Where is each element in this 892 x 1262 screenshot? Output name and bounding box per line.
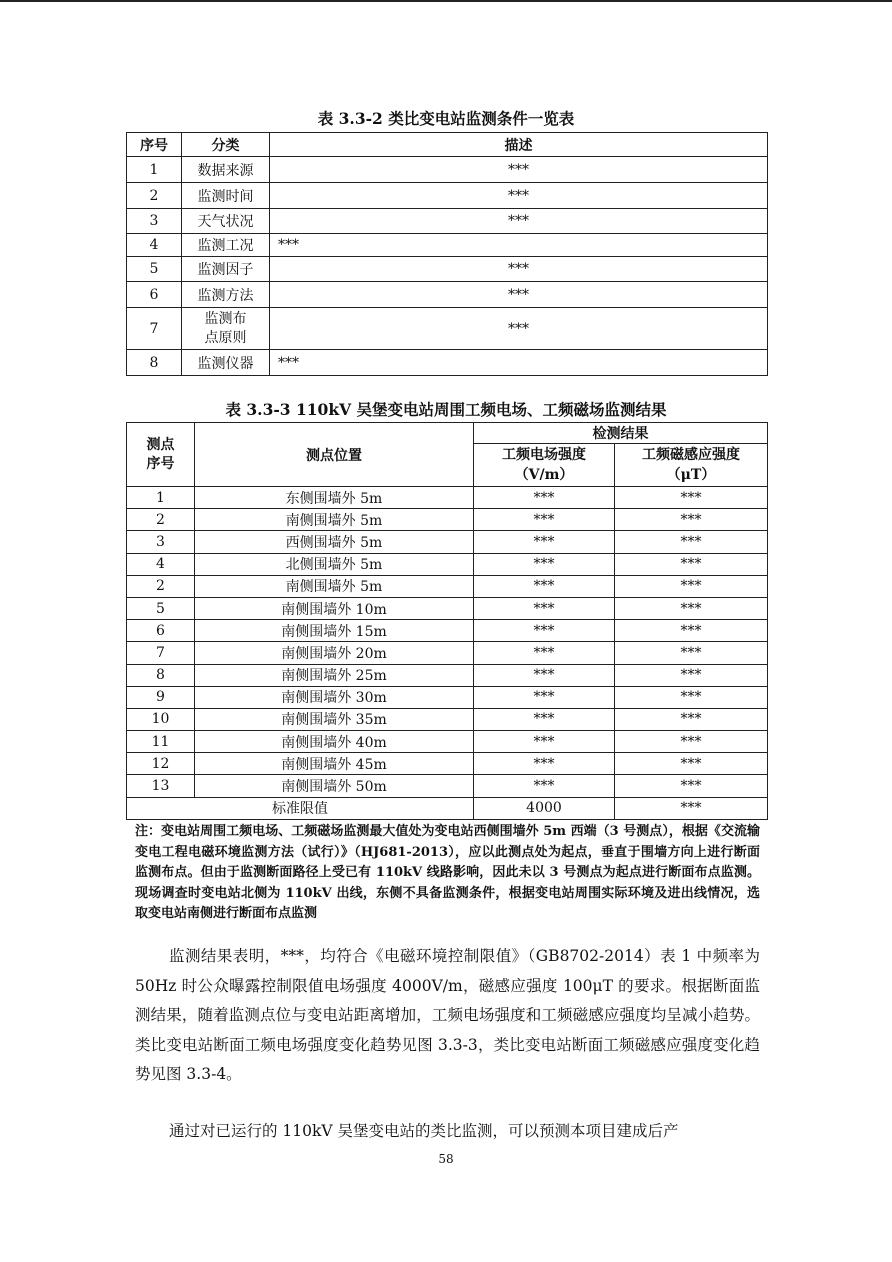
- limit-label: 标准限值: [127, 797, 474, 819]
- row-electric-field: ***: [474, 686, 615, 708]
- magnetic-field-label: 工频磁感应强度: [642, 447, 740, 463]
- table2-header-point-no: 测点序号: [127, 423, 195, 487]
- row-magnetic-field: ***: [615, 686, 768, 708]
- row-location: 南侧围墙外 50m: [195, 775, 474, 797]
- row-category: 数据来源: [182, 157, 270, 183]
- table-row: [127, 308, 768, 350]
- row-category: 监测方法: [182, 282, 270, 308]
- table-row: [127, 708, 768, 730]
- table-row: [127, 620, 768, 642]
- table-row: [127, 157, 768, 183]
- table-row: [127, 642, 768, 664]
- row-electric-field: ***: [474, 708, 615, 730]
- row-point-no: 7: [127, 642, 195, 664]
- row-magnetic-field: ***: [615, 575, 768, 597]
- table-note: 注：变电站周围工频电场、工频磁场监测最大值处为变电站西侧围墙外 5m 西端（3 号测点），根据《交流输变电工程电磁环境监测方法（试行）》（HJ681-2013），应以此测点处为起点，垂直于围墙方向上进行断面监测布点。但由于监测断面路径上受已有 110kV 线路影响，因此未以 3 号测点为起点进行断面布点监测。现场调查时变电站北侧为 110kV 出线，东侧不具备监测条件，根据变电站周围实际环境及进出线情况，选取变电站南侧进行断面布点监测: [135, 824, 760, 921]
- row-location: 南侧围墙外 45m: [195, 753, 474, 775]
- table-row: [127, 553, 768, 575]
- row-location: 南侧围墙外 10m: [195, 597, 474, 619]
- row-magnetic-field: ***: [615, 708, 768, 730]
- row-electric-field: ***: [474, 775, 615, 797]
- row-no: 4: [127, 234, 182, 257]
- row-no: 3: [127, 209, 182, 234]
- table-row: [127, 664, 768, 686]
- table2-header-electric-field: [474, 444, 615, 487]
- row-category: 监测因子: [182, 257, 270, 282]
- row-category: 监测仪器: [182, 350, 270, 376]
- row-point-no: 9: [127, 686, 195, 708]
- table-row: [127, 257, 768, 282]
- table-row: [127, 209, 768, 234]
- electric-field-unit: （V/m）: [514, 467, 574, 483]
- row-no: 5: [127, 257, 182, 282]
- row-category: 监测时间: [182, 183, 270, 209]
- row-point-no: 10: [127, 708, 195, 730]
- table-row: [127, 183, 768, 209]
- table-row: [127, 731, 768, 753]
- row-description: ***: [270, 209, 768, 234]
- row-magnetic-field: ***: [615, 753, 768, 775]
- row-point-no: 5: [127, 597, 195, 619]
- row-point-no: 2: [127, 509, 195, 531]
- row-electric-field: ***: [474, 509, 615, 531]
- row-point-no: 12: [127, 753, 195, 775]
- table1-caption: 表 3.3-2 类比变电站监测条件一览表: [317, 109, 575, 128]
- table-row: [127, 350, 768, 376]
- table2-header-result: 检测结果: [474, 423, 768, 444]
- row-magnetic-field: ***: [615, 553, 768, 575]
- table1-header-description: 描述: [270, 133, 768, 157]
- row-no: 2: [127, 183, 182, 209]
- table2-caption: 表 3.3-3 110kV 吴堡变电站周围工频电场、工频磁场监测结果: [225, 400, 667, 419]
- row-electric-field: ***: [474, 553, 615, 575]
- row-magnetic-field: ***: [615, 487, 768, 509]
- table2-header-magnetic-field: [615, 444, 768, 487]
- row-magnetic-field: ***: [615, 731, 768, 753]
- paragraph-monitoring-results: 监测结果表明，***，均符合《电磁环境控制限值》（GB8702-2014）表 1 中频率为 50Hz 时公众曝露控制限值电场强度 4000V/m，磁感应强度 100μT 的要求。根据断面监测结果，随着监测点位与变电站距离增加，工频电场强度和工频磁感应强度均呈减小趋势。类比变电站断面工频电场强度变化趋势见图 3.3-3，类比变电站断面工频磁感应强度变化趋势见图 3.3-4。: [135, 947, 760, 1084]
- table-row: [127, 686, 768, 708]
- row-magnetic-field: ***: [615, 597, 768, 619]
- row-electric-field: ***: [474, 642, 615, 664]
- limit-row: [127, 797, 768, 819]
- row-category: 天气状况: [182, 209, 270, 234]
- emf-results-table: [126, 422, 768, 820]
- row-description: ***: [270, 282, 768, 308]
- table2-header-row: [127, 423, 768, 444]
- row-no: 6: [127, 282, 182, 308]
- limit-magnetic-field: ***: [615, 797, 768, 819]
- electric-field-label: 工频电场强度: [502, 447, 586, 463]
- row-location: 南侧围墙外 15m: [195, 620, 474, 642]
- row-point-no: 8: [127, 664, 195, 686]
- row-electric-field: ***: [474, 620, 615, 642]
- row-location: 南侧围墙外 5m: [195, 575, 474, 597]
- row-electric-field: ***: [474, 731, 615, 753]
- table-row: [127, 775, 768, 797]
- row-category: 监测工况: [182, 234, 270, 257]
- monitoring-conditions-table: [126, 132, 768, 376]
- row-description: ***: [270, 350, 768, 376]
- row-magnetic-field: ***: [615, 620, 768, 642]
- row-point-no: 2: [127, 575, 195, 597]
- row-no: 7: [127, 308, 182, 350]
- row-location: 南侧围墙外 25m: [195, 664, 474, 686]
- row-point-no: 11: [127, 731, 195, 753]
- row-description: ***: [270, 234, 768, 257]
- row-electric-field: ***: [474, 531, 615, 553]
- row-electric-field: ***: [474, 597, 615, 619]
- row-magnetic-field: ***: [615, 531, 768, 553]
- row-location: 北侧围墙外 5m: [195, 553, 474, 575]
- table-row: [127, 597, 768, 619]
- row-point-no: 4: [127, 553, 195, 575]
- row-description: ***: [270, 308, 768, 350]
- row-category: 监测布点原则: [182, 308, 270, 350]
- table1-header-category: 分类: [182, 133, 270, 157]
- table2-header-location: 测点位置: [195, 423, 474, 487]
- row-description: ***: [270, 157, 768, 183]
- table-row: [127, 531, 768, 553]
- paragraph-analogy-prediction: 通过对已运行的 110kV 吴堡变电站的类比监测，可以预测本项目建成后产: [169, 1122, 679, 1140]
- table-row: [127, 509, 768, 531]
- top-border-line: [0, 0, 892, 2]
- row-location: 南侧围墙外 30m: [195, 686, 474, 708]
- table-row: [127, 282, 768, 308]
- table-row: [127, 234, 768, 257]
- table2-body: [127, 487, 768, 798]
- row-point-no: 13: [127, 775, 195, 797]
- row-location: 西侧围墙外 5m: [195, 531, 474, 553]
- row-location: 南侧围墙外 40m: [195, 731, 474, 753]
- row-point-no: 3: [127, 531, 195, 553]
- table-row: [127, 575, 768, 597]
- table1-header-row: [127, 133, 768, 157]
- table-row: [127, 487, 768, 509]
- row-location: 南侧围墙外 5m: [195, 509, 474, 531]
- row-point-no: 6: [127, 620, 195, 642]
- row-description: ***: [270, 257, 768, 282]
- row-electric-field: ***: [474, 575, 615, 597]
- row-magnetic-field: ***: [615, 642, 768, 664]
- limit-electric-field: 4000: [474, 797, 615, 819]
- row-location: 南侧围墙外 35m: [195, 708, 474, 730]
- row-magnetic-field: ***: [615, 775, 768, 797]
- row-electric-field: ***: [474, 753, 615, 775]
- row-location: 东侧围墙外 5m: [195, 487, 474, 509]
- magnetic-field-unit: （μT）: [666, 467, 716, 483]
- page-number: 58: [438, 1152, 454, 1166]
- row-description: ***: [270, 183, 768, 209]
- row-point-no: 1: [127, 487, 195, 509]
- row-location: 南侧围墙外 20m: [195, 642, 474, 664]
- row-no: 1: [127, 157, 182, 183]
- row-magnetic-field: ***: [615, 664, 768, 686]
- table1-header-no: 序号: [127, 133, 182, 157]
- row-electric-field: ***: [474, 664, 615, 686]
- row-no: 8: [127, 350, 182, 376]
- row-electric-field: ***: [474, 487, 615, 509]
- row-magnetic-field: ***: [615, 509, 768, 531]
- table-row: [127, 753, 768, 775]
